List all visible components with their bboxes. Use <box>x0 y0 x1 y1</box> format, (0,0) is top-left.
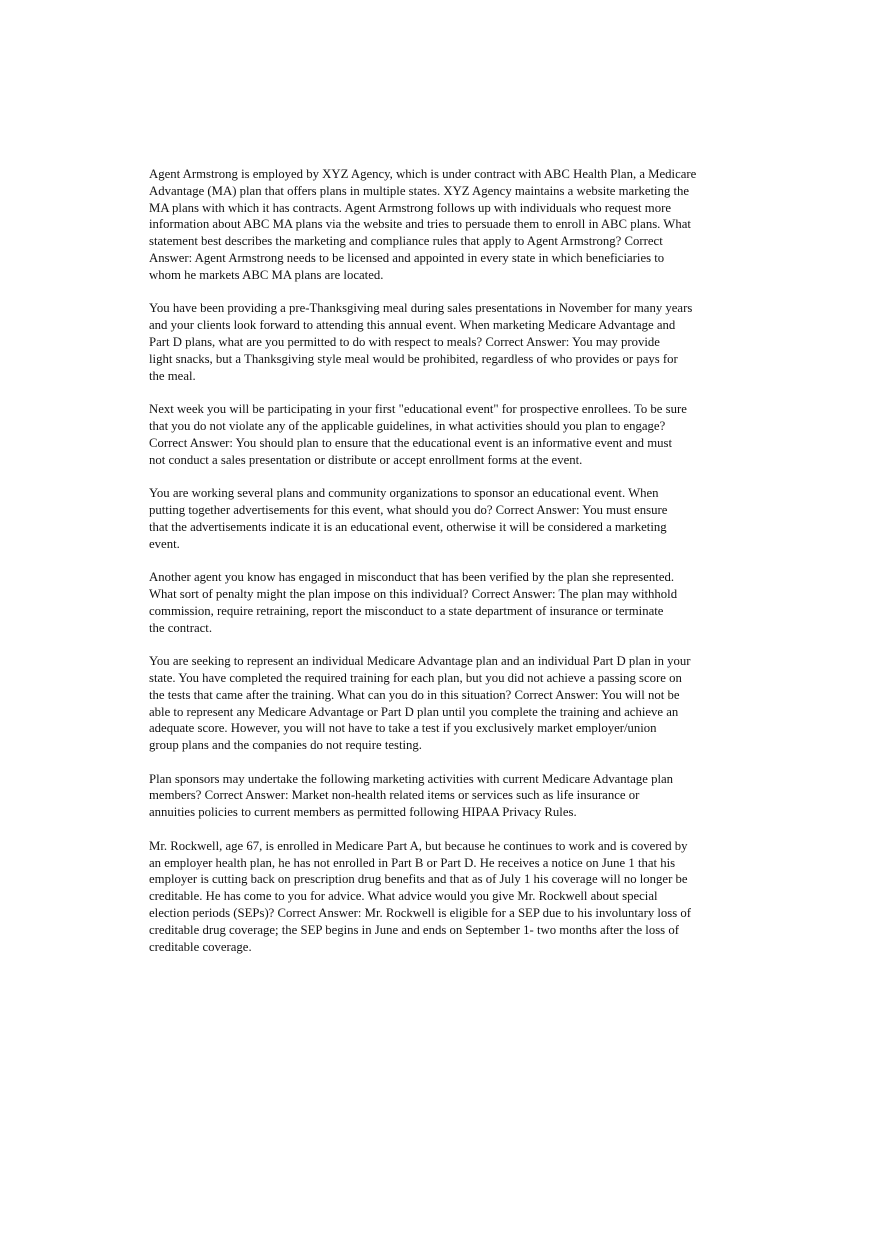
paragraph-line: event. <box>149 536 180 551</box>
paragraph-line: able to represent any Medicare Advantage or Part D plan until you complete the training and achieve an <box>149 704 679 719</box>
qa-paragraph <box>149 485 739 552</box>
paragraph-line: election periods (SEPs)? Correct Answer: Mr. Rockwell is eligible for a SEP due to his involuntary loss of <box>149 906 692 921</box>
paragraph-line: Agent Armstrong is employed by XYZ Agency, which is under contract with ABC Health Plan, a Medicare <box>149 167 697 181</box>
paragraph-line: MA plans with which it has contracts. Agent Armstrong follows up with individuals who request more <box>149 200 671 215</box>
paragraph-line: You are seeking to represent an individual Medicare Advantage plan and an individual Part D plan in your <box>149 654 691 669</box>
paragraph-line: not conduct a sales presentation or distribute or accept enrollment forms at the event. <box>149 452 583 467</box>
paragraph-line: Correct Answer: You should plan to ensure that the educational event is an informative event and must <box>149 435 672 450</box>
paragraph-line: group plans and the companies do not require testing. <box>149 738 422 753</box>
paragraph-line: whom he markets ABC MA plans are located. <box>149 267 384 282</box>
paragraph-line: creditable. He has come to you for advice. What advice would you give Mr. Rockwell about special <box>149 889 658 904</box>
qa-paragraph <box>149 166 739 284</box>
paragraph-line: statement best describes the marketing and compliance rules that apply to Agent Armstrong? Correct <box>149 234 663 249</box>
paragraph-line: that you do not violate any of the applicable guidelines, in what activities should you plan to engage? <box>149 418 666 433</box>
qa-paragraph <box>149 569 739 636</box>
paragraph-line: commission, require retraining, report the misconduct to a state department of insurance or terminate <box>149 603 664 618</box>
paragraph-line: employer is cutting back on prescription drug benefits and that as of July 1 his coverage will no longer be <box>149 872 688 887</box>
paragraph-line: putting together advertisements for this event, what should you do? Correct Answer: You must ensure <box>149 502 668 517</box>
qa-paragraph <box>149 653 739 754</box>
paragraph-line: You have been providing a pre-Thanksgiving meal during sales presentations in November for many years <box>149 301 693 316</box>
paragraph-line: Another agent you know has engaged in misconduct that has been verified by the plan she represented. <box>149 570 675 585</box>
paragraph-line: Part D plans, what are you permitted to do with respect to meals? Correct Answer: You may provide <box>149 334 660 349</box>
document-body <box>149 166 739 972</box>
qa-paragraph <box>149 401 739 468</box>
paragraph-line: information about ABC MA plans via the website and tries to persuade them to enroll in ABC plans. What <box>149 217 691 232</box>
paragraph-line: Answer: Agent Armstrong needs to be licensed and appointed in every state in which beneficiaries to <box>149 250 665 265</box>
paragraph-line: You are working several plans and community organizations to sponsor an educational event. When <box>149 486 659 501</box>
paragraph-line: creditable coverage. <box>149 939 252 954</box>
paragraph-line: state. You have completed the required training for each plan, but you did not achieve a passing score on <box>149 670 682 685</box>
paragraph-line: the meal. <box>149 368 196 383</box>
paragraph-line: creditable drug coverage; the SEP begins in June and ends on September 1- two months after the loss of <box>149 922 679 937</box>
paragraph-line: adequate score. However, you will not have to take a test if you exclusively market employer/union <box>149 721 657 736</box>
qa-paragraph <box>149 300 739 384</box>
paragraph-line: the tests that came after the training. What can you do in this situation? Correct Answer: You will not be <box>149 687 680 702</box>
qa-paragraph <box>149 838 739 956</box>
paragraph-line: light snacks, but a Thanksgiving style meal would be prohibited, regardless of who provides or pays for <box>149 351 678 366</box>
paragraph-line: Plan sponsors may undertake the following marketing activities with current Medicare Advantage plan <box>149 771 674 786</box>
paragraph-line: What sort of penalty might the plan impose on this individual? Correct Answer: The plan may withhold <box>149 586 678 601</box>
paragraph-line: Advantage (MA) plan that offers plans in multiple states. XYZ Agency maintains a website marketing the <box>149 183 690 198</box>
paragraph-line: and your clients look forward to attending this annual event. When marketing Medicare Advantage and <box>149 318 676 333</box>
paragraph-line: an employer health plan, he has not enrolled in Part B or Part D. He receives a notice on June 1 that his <box>149 855 676 870</box>
paragraph-line: that the advertisements indicate it is an educational event, otherwise it will be considered a marketing <box>149 519 667 534</box>
paragraph-line: annuities policies to current members as permitted following HIPAA Privacy Rules. <box>149 805 577 820</box>
paragraph-line: Mr. Rockwell, age 67, is enrolled in Medicare Part A, but because he continues to work and is covered by <box>149 838 688 853</box>
qa-paragraph <box>149 771 739 821</box>
paragraph-line: Next week you will be participating in your first "educational event" for prospective enrollees. To be sure <box>149 402 687 417</box>
paragraph-line: members? Correct Answer: Market non-health related items or services such as life insurance or <box>149 788 640 803</box>
paragraph-line: the contract. <box>149 620 213 635</box>
